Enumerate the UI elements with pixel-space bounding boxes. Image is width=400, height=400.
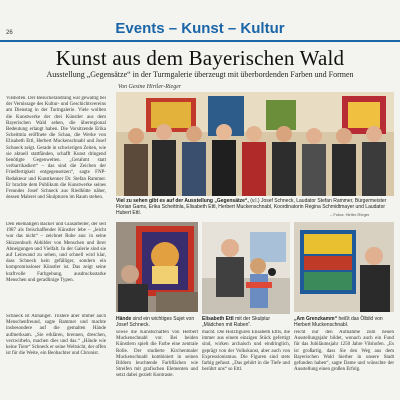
grenzkamm-painting-photo	[294, 222, 394, 312]
article-column-1b: Den ehemaligen Bäcker und Glasarbeiter, der seit 1987 als freischaffender Künstler lebe – „leicht war das nicht“ – zeichnet Ruhe aus: in seine Skizzenbuch Abbilder von Menschen und ihrer Abneigungen und Vielfalt. In der Galerie sind sie auf Leinwand zu sehen, und schnell wird klar, dass Schneck kein gefälliger, sondern ein kompromissloser Künstler ist. Das zeigt seine kraftvolle Farbgebung, ausdrucksstarke Menschen und geradlinige Typen.	[6, 222, 106, 283]
article-column-3: macht. Die Holzfiguren Elisabeth Ettls, die immer aus einem einzigen Stück gefertigt sind, wirken archaisch und eindringlich, geprägt von der Volkskunst, aber auch von Expressionismus. Die Figuren sind stets farbig gefasst. „Das gehört in die Tiefe und berührt uns“ so Ettl.	[202, 330, 290, 373]
hands-caption	[116, 316, 198, 328]
article-subheadline: Ausstellung „Gegensätze“ in der Turmgalerie überzeugt mit überbordenden Farben und Formen	[46, 70, 354, 79]
group-caption-text: (v.l.) Josef Schneck, Laudator Stefan Rammer, Bürgermeister Florian Gams, Erika Scheittnla, Elisabeth Ettl, Herbert Muckenschnabl, Koordinatorin Regina Schmidtmayer und Laudator Hubert Ettl.	[116, 198, 387, 216]
photo-credit: – Fotos: Hirtler-Rieger	[330, 212, 370, 217]
ettl-caption	[202, 316, 290, 328]
section-header: Events – Kunst – Kultur	[115, 20, 285, 37]
hands-caption-text: sind ein wichtiges Sujet von Josef Schneck.	[116, 316, 195, 328]
ettl-sculpture-photo	[202, 222, 290, 314]
group-caption-lead: Viel zu sehen gibt es auf der Ausstellung „Gegensätze“,	[116, 198, 249, 204]
ettl-caption-text: mit der Skulptur „Mädchen mit Raben“.	[202, 316, 271, 328]
article-column-2: sowie die Kunstschaffen von Herbert Muckenschnabl vor. Bei beiden Künstlern spielt die Farbe eine zentrale Rolle. Der studierte Kirchenmaler Muckenschnabl kombiniert in seinen Bildern leuchtende Farbflächen wie Streifen mit grafischen Elementen und setzt dabei gezielt Kontraste.	[116, 330, 198, 379]
section-divider	[0, 40, 400, 42]
article-headline: Kunst aus dem Bayerischen Wald	[55, 46, 345, 70]
page-number: 26	[6, 30, 13, 36]
grenzkamm-caption-text: heißt das Ölbild von Herbert Muckenschnabl.	[294, 316, 383, 328]
hands-caption-lead: Hände	[116, 316, 132, 322]
article-column-4: reicht nur den Aufnahme zum neuen Ausstellungsjahr bildet, wonach auch ein Fund für das Jubiläumsjahr 1250 Jahre Vilshofen. „Es ist großartig, dass Sie den Weg aus dem Bayerischen Wald hierher in unsere Stadt gefunden haben“, sagte Dame und wünschte der Ausstellung einen großen Erfolg.	[294, 330, 394, 373]
hands-painting-photo	[116, 222, 198, 312]
article-column-1: Vilshofen. Der Besucherandrang war gewaltig bei der Vernissage des Kultur- und Geschichtsvereins am Dienstag in der Turmgalerie. Viele wollten die Kunstwerke der drei Künstler aus dem Bayerischen Wald sehen, die überregional Bedeutung erlangt haben. Die Vorsitzende Erika Scheittnla eröffnete die Schau, die Werke von Elisabeth Ettl, Herbert Muckenschnabl und Josef Schneck zeigt. Gerade in schwierigen Zeiten, wie sie aktuell stattfänden, schafft Kunst dringend benötigte Gegenwelten. „Gerahmt statt verbarrikadiert“ – das sind die Zeichen der Friedfertigkeit entgegensetzen“, sagte FNP-Redakteur und Kunstkenner Dr. Stefan Rammer. Er brachte dem Publikum die Kunstwerke seines Freundes Josef Schneck aus Riedhütte näher, dessen Malerei und Skulpturen im Raum stehen.	[6, 96, 106, 201]
group-photo	[116, 92, 394, 196]
grenzkamm-caption-lead: „Am Grenzkamm“	[294, 316, 338, 322]
grenzkamm-caption	[294, 316, 394, 328]
ettl-caption-lead: Elisabeth Ettl	[202, 316, 234, 322]
article-column-1c: Schneck ist Anhänger. Tristere aber immer auch Menschenfreund, sagte Rammer und machte insbesondere auf die gemalten Hände aufmerksam. „Sie erklären, brennen, dreschen, verzwirbeln, machen dies und das.“ „Hände wie keine Tiere“ Schneck er seine Weltsicht, der offen ist für die Weite, ein Beobachter und Chronist.	[6, 314, 106, 357]
article-byline: Von Gesine Hirtler-Rieger	[118, 84, 182, 90]
